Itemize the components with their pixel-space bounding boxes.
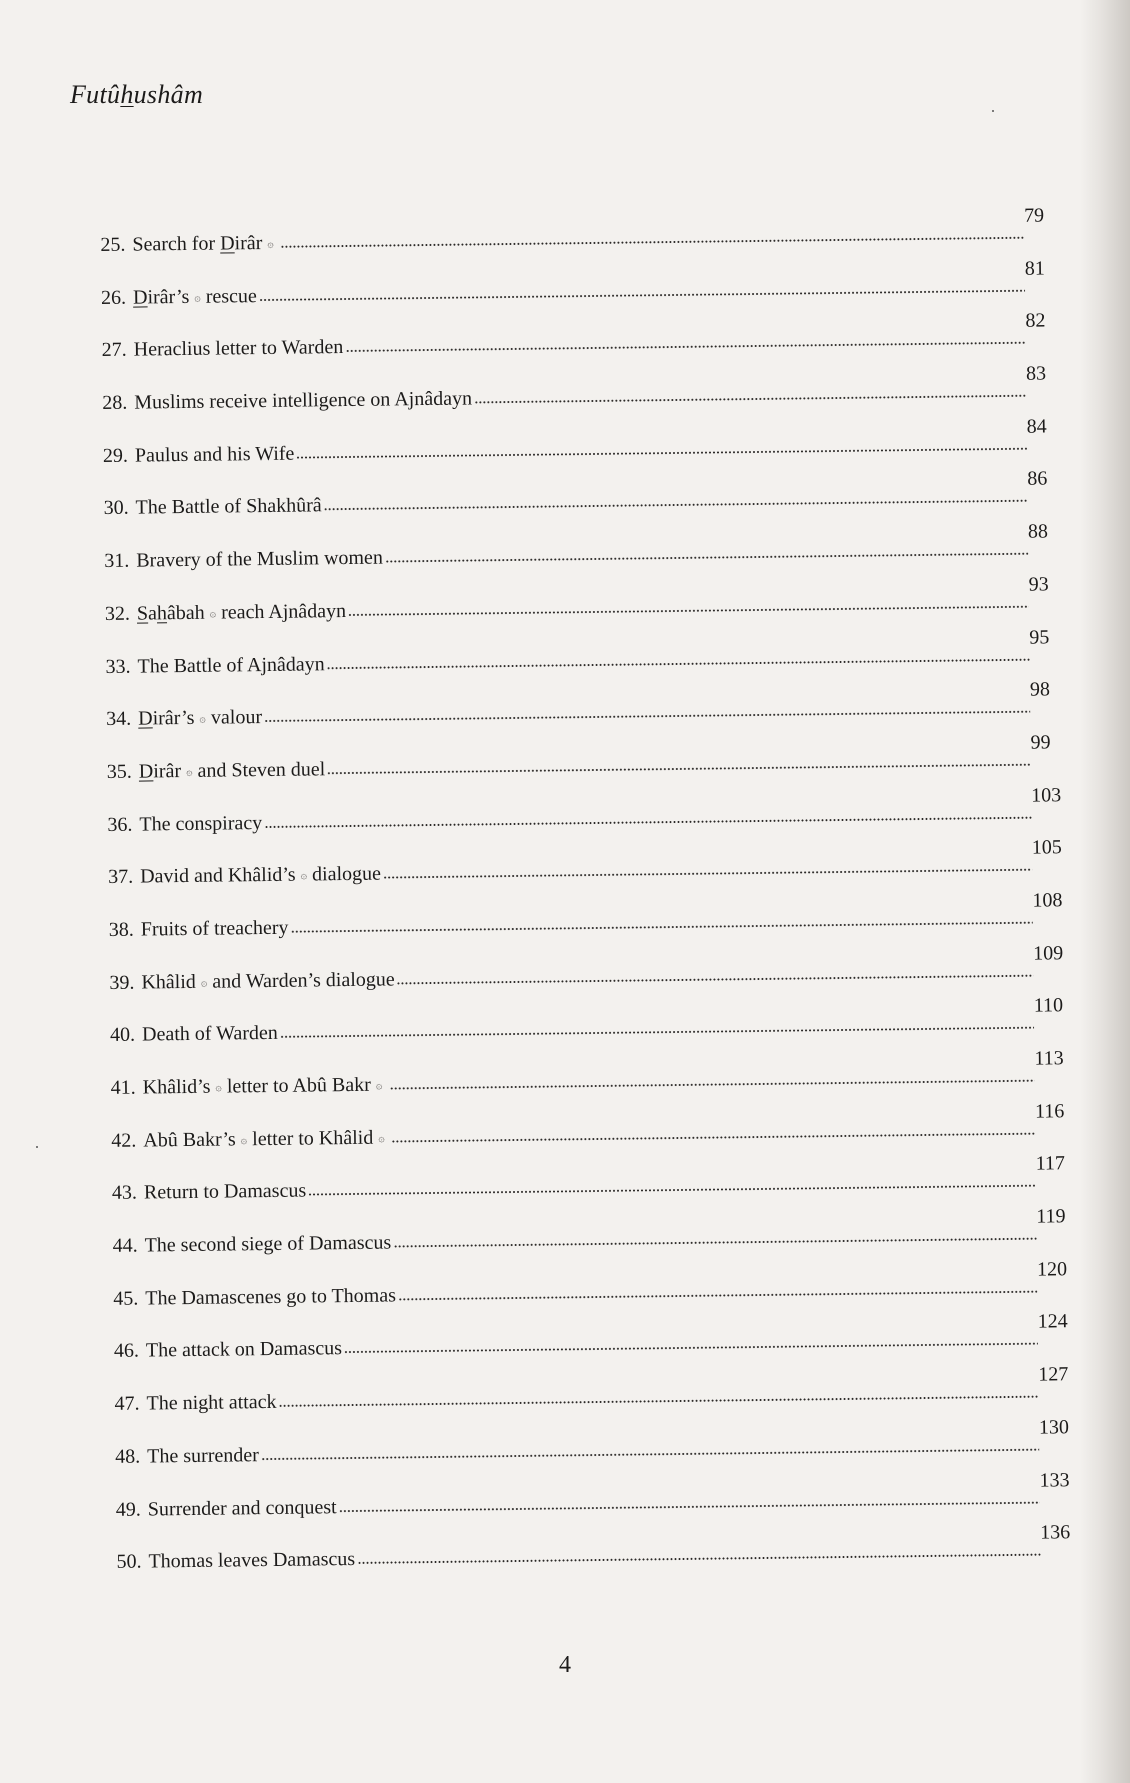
toc-entry-title <box>138 706 262 731</box>
toc-entry-page-number: 120 <box>1036 1258 1068 1281</box>
dot-leader <box>324 499 1028 512</box>
toc-title-text: reach Ajnâdayn <box>221 599 347 624</box>
toc-entry-line <box>114 1329 1038 1363</box>
table-of-contents <box>100 200 1077 1582</box>
honorific-symbol-icon: ۞ <box>375 1079 383 1092</box>
toc-entry-number: 37. <box>107 865 134 889</box>
dot-leader <box>397 973 1034 985</box>
toc-entry-page-number: 93 <box>1028 573 1049 596</box>
toc-title-text: The surrender <box>147 1443 259 1468</box>
toc-entry-number: 40. <box>109 1023 136 1047</box>
toc-title-text: and Steven duel <box>197 758 326 782</box>
toc-entry-title <box>133 285 257 310</box>
toc-entry-line <box>105 591 1029 625</box>
toc-entry-line <box>100 223 1024 257</box>
toc-entry-number: 29. <box>102 444 129 467</box>
dot-leader <box>348 604 1029 616</box>
print-speck <box>992 110 994 112</box>
toc-title-text: irâr <box>234 232 263 255</box>
toc-entry-page-number: 88 <box>1027 520 1049 543</box>
toc-entry-number: 36. <box>107 813 133 836</box>
toc-title-text: dialogue <box>311 862 382 886</box>
toc-entry-number: 47. <box>114 1392 140 1416</box>
toc-entry-number: 27. <box>101 339 127 362</box>
dot-leader <box>383 868 1032 880</box>
toc-title-underlined-letter: h <box>156 602 168 625</box>
toc-title-text: The conspiracy <box>139 811 263 836</box>
toc-title-text: David and Khâlid’s <box>139 863 296 888</box>
toc-entry-page-number: 84 <box>1026 415 1047 438</box>
toc-entry-page-number: 99 <box>1030 731 1051 754</box>
toc-entry-number: 33. <box>105 655 131 678</box>
toc-entry-title <box>142 1022 278 1047</box>
toc-entry-title <box>146 1391 276 1416</box>
toc-title-text: valour <box>210 706 263 729</box>
running-header-prefix: Futû <box>70 80 121 109</box>
toc-title-text: Muslims receive intelligence on Ajnâdayn <box>134 387 473 414</box>
toc-entry-line <box>113 1276 1037 1310</box>
toc-entry-page-number: 119 <box>1036 1205 1066 1228</box>
toc-title-text: The Battle of Shakhûrâ <box>135 494 322 520</box>
toc-entry-number: 26. <box>100 286 127 309</box>
toc-entry-number: 42. <box>111 1129 137 1152</box>
dot-leader <box>339 1500 1040 1513</box>
toc-entry-page-number: 82 <box>1025 309 1046 333</box>
toc-title-text: The Damascenes go to Thomas <box>145 1284 397 1310</box>
toc-entry-title <box>141 917 289 942</box>
toc-entry-line <box>110 1013 1034 1047</box>
dot-leader <box>389 1079 1034 1091</box>
toc-entry-page-number: 124 <box>1037 1310 1068 1334</box>
toc-entry-number: 45. <box>113 1287 139 1310</box>
toc-title-text: âbah <box>166 601 205 625</box>
toc-entry-page-number: 108 <box>1032 889 1063 912</box>
toc-entry-page-number: 109 <box>1032 941 1064 965</box>
toc-entry-page-number: 133 <box>1039 1468 1070 1492</box>
toc-entry-page-number: 116 <box>1034 1099 1065 1123</box>
dot-leader <box>296 446 1027 459</box>
dot-leader <box>279 1395 1039 1408</box>
toc-entry-page-number: 130 <box>1038 1416 1070 1439</box>
toc-title-text: The attack on Damascus <box>145 1337 343 1362</box>
toc-entry-title <box>148 1496 337 1521</box>
honorific-symbol-icon: ۞ <box>240 1133 248 1147</box>
toc-title-text: Search for <box>132 232 221 256</box>
toc-entry-number: 34. <box>106 707 132 731</box>
dot-leader <box>393 1237 1036 1249</box>
toc-entry-line <box>111 1066 1035 1100</box>
toc-entry-title <box>148 1548 355 1574</box>
toc-entry-page-number: 113 <box>1034 1047 1064 1070</box>
print-speck <box>36 1146 38 1148</box>
dot-leader <box>357 1553 1040 1565</box>
toc-entry-line <box>106 697 1030 731</box>
toc-entry-number: 25. <box>100 233 126 256</box>
toc-entry-title <box>132 232 279 257</box>
dot-leader <box>474 394 1026 405</box>
toc-title-underlined-letter: D <box>219 232 235 255</box>
honorific-symbol-icon: ۞ <box>215 1081 223 1094</box>
toc-title-text: letter to Khâlid <box>252 1126 374 1150</box>
toc-title-text: Fruits of treachery <box>140 916 289 941</box>
running-header <box>70 80 203 110</box>
toc-entry-line <box>103 486 1027 520</box>
toc-entry-title <box>135 495 321 520</box>
toc-title-text: Death of Warden <box>141 1022 278 1046</box>
toc-entry-title <box>146 1338 342 1363</box>
toc-entry-number: 49. <box>115 1498 141 1521</box>
toc-entry-number: 28. <box>102 391 128 415</box>
toc-entry-title <box>137 600 346 626</box>
toc-title-text: and Warden’s dialogue <box>212 968 395 993</box>
toc-entry-line <box>101 275 1025 309</box>
toc-entry-line <box>109 908 1033 942</box>
dot-leader <box>392 1131 1036 1143</box>
toc-title-text: The Battle of Ajnâdayn <box>137 652 325 678</box>
toc-entry-number: 48. <box>115 1445 141 1468</box>
toc-entry-page-number: 127 <box>1038 1363 1069 1386</box>
toc-entry-page-number: 98 <box>1029 678 1051 701</box>
honorific-symbol-icon: ۞ <box>194 291 201 304</box>
toc-entry-line <box>102 381 1026 415</box>
toc-entry-number: 32. <box>104 602 131 625</box>
toc-entry-number: 39. <box>109 971 135 994</box>
toc-title-text: Return to Damascus <box>143 1179 307 1204</box>
toc-entry-title <box>140 863 381 889</box>
toc-entry-page-number: 83 <box>1025 362 1047 385</box>
toc-entry-title <box>144 1232 391 1258</box>
toc-title-underlined-letter: D <box>132 286 148 309</box>
toc-entry-line <box>112 1224 1036 1258</box>
toc-entry-number: 35. <box>106 760 132 783</box>
toc-entry <box>116 1517 1077 1581</box>
toc-title-text: letter to Abû Bakr <box>226 1073 371 1098</box>
honorific-symbol-icon: ۞ <box>209 607 217 620</box>
dot-leader <box>327 657 1030 670</box>
dot-leader <box>291 921 1033 934</box>
honorific-symbol-icon: ۞ <box>200 976 208 989</box>
dot-leader <box>280 1026 1034 1039</box>
toc-title-text: rescue <box>205 284 257 308</box>
honorific-symbol-icon: ۞ <box>300 869 308 882</box>
dot-leader <box>281 236 1025 249</box>
toc-entry-page-number: 110 <box>1033 994 1064 1017</box>
toc-title-underlined-letter: D <box>138 760 154 783</box>
toc-entry-number: 50. <box>116 1550 142 1574</box>
toc-entry-title <box>139 812 262 836</box>
honorific-symbol-icon: ۞ <box>185 765 193 778</box>
toc-entry-number: 46. <box>113 1340 140 1363</box>
toc-entry-title <box>136 547 383 573</box>
toc-entry-title <box>134 388 472 415</box>
toc-title-text: irâr’s <box>152 707 195 730</box>
toc-title-text: Khâlid <box>141 970 196 994</box>
toc-entry-page-number: 117 <box>1035 1152 1066 1176</box>
dot-leader <box>385 552 1028 564</box>
toc-entry-number: 43. <box>111 1181 138 1205</box>
toc-entry-number: 31. <box>104 549 130 573</box>
toc-entry-title <box>135 442 295 467</box>
toc-entry-line <box>109 960 1033 994</box>
dot-leader <box>327 763 1031 776</box>
toc-title-text: Heraclius letter to Warden <box>133 336 344 361</box>
toc-title-text: Bravery of the Muslim women <box>136 546 384 572</box>
toc-entry-line <box>114 1382 1038 1416</box>
toc-entry-number: 44. <box>112 1234 138 1257</box>
toc-title-text: Khâlid’s <box>142 1075 211 1099</box>
toc-entry-title <box>143 1074 388 1100</box>
toc-entry-line <box>103 433 1027 467</box>
toc-entry-title <box>145 1284 396 1310</box>
dot-leader <box>261 1447 1039 1461</box>
toc-title-text: The night attack <box>146 1391 277 1415</box>
toc-entry-page-number: 103 <box>1031 783 1062 807</box>
toc-entry-number: 38. <box>108 918 134 941</box>
toc-entry-title <box>143 1126 390 1152</box>
toc-entry-line <box>108 855 1032 889</box>
toc-title-underlined-letter: D <box>138 707 153 730</box>
toc-entry-title <box>139 758 326 783</box>
toc-title-text: Surrender and conquest <box>147 1495 337 1521</box>
running-header-suffix: ushâm <box>133 80 204 109</box>
dot-leader <box>398 1289 1037 1301</box>
toc-entry-line <box>115 1434 1039 1468</box>
toc-entry-line <box>116 1540 1040 1574</box>
toc-entry-line <box>112 1171 1036 1205</box>
honorific-symbol-icon: ۞ <box>267 237 274 250</box>
toc-title-text: irâr’s <box>147 285 190 309</box>
toc-entry-line <box>107 750 1031 784</box>
toc-entry-title <box>144 1180 306 1205</box>
dot-leader <box>308 1184 1036 1197</box>
toc-entry-title <box>134 336 344 362</box>
toc-title-text: Paulus and his Wife <box>134 442 295 467</box>
toc-entry-line <box>107 802 1031 836</box>
toc-entry-line <box>105 644 1029 678</box>
dot-leader <box>259 288 1025 301</box>
toc-entry-number: 41. <box>110 1076 136 1099</box>
toc-entry-page-number: 86 <box>1027 467 1048 491</box>
honorific-symbol-icon: ۞ <box>199 712 207 726</box>
running-header-underlined-letter: h <box>120 80 134 109</box>
toc-entry-line <box>116 1487 1040 1521</box>
toc-entry-page-number: 95 <box>1029 625 1050 649</box>
toc-title-text: Abû Bakr’s <box>143 1128 236 1152</box>
toc-title-text: irâr <box>153 759 182 783</box>
toc-entry-title <box>137 653 324 678</box>
toc-title-underlined-letter: S <box>136 602 149 625</box>
honorific-symbol-icon: ۞ <box>378 1132 385 1145</box>
toc-entry-number: 30. <box>103 497 129 520</box>
toc-title-text: Thomas leaves Damascus <box>148 1548 356 1573</box>
toc-entry-line <box>102 328 1026 362</box>
toc-entry-title <box>147 1444 259 1468</box>
page-number: 4 <box>559 1652 571 1678</box>
dot-leader <box>344 1342 1038 1354</box>
toc-entry-page-number: 79 <box>1023 204 1045 227</box>
toc-title-text: The second siege of Damascus <box>144 1231 392 1257</box>
toc-entry-page-number: 81 <box>1024 257 1045 280</box>
toc-entry-title <box>141 968 395 994</box>
toc-entry-line <box>111 1118 1035 1152</box>
dot-leader <box>345 341 1025 353</box>
toc-entry-page-number: 105 <box>1031 836 1062 859</box>
toc-entry-page-number: 136 <box>1040 1521 1071 1544</box>
dot-leader <box>264 710 1030 723</box>
dot-leader <box>264 815 1031 828</box>
toc-entry-line <box>104 539 1028 573</box>
toc-title-text: a <box>147 602 158 625</box>
